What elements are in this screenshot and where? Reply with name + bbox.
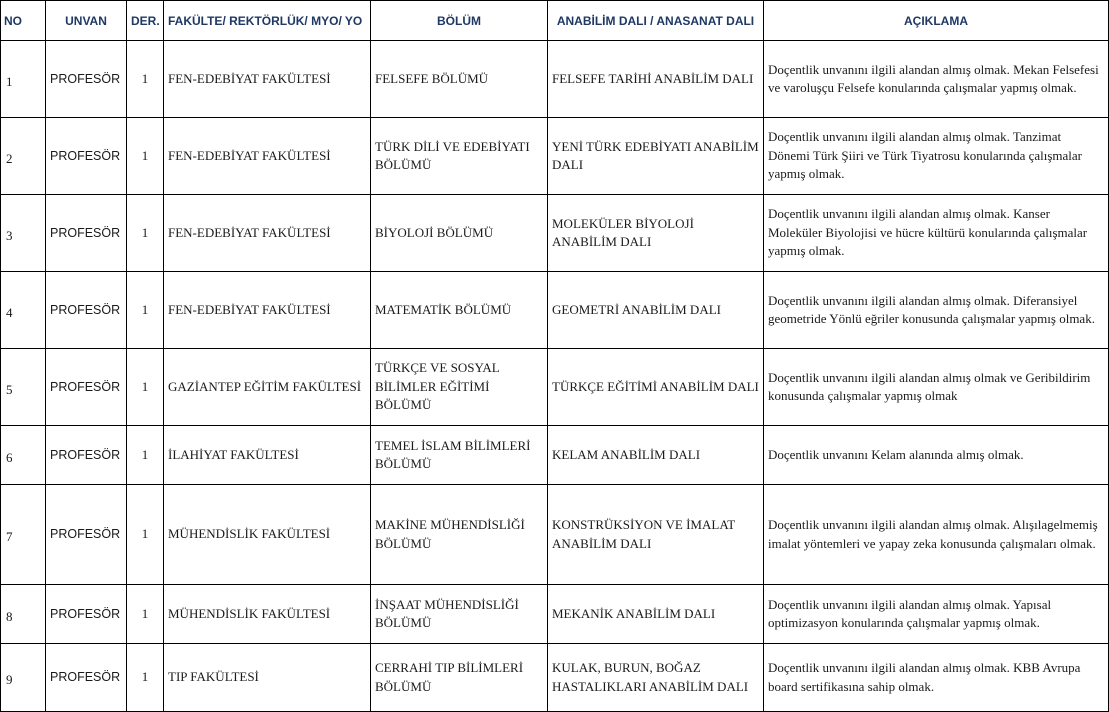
table-row: [1, 426, 1109, 485]
cell-anabilim: KONSTRÜKSİYON VE İMALAT ANABİLİM DALI: [548, 485, 764, 585]
header-anabilim: ANABİLİM DALI / ANASANAT DALI: [548, 1, 764, 41]
cell-anabilim: MOLEKÜLER BİYOLOJİ ANABİLİM DALI: [548, 195, 764, 272]
cell-anabilim: FELSEFE TARİHİ ANABİLİM DALI: [548, 41, 764, 118]
cell-anabilim: YENİ TÜRK EDEBİYATI ANABİLİM DALI: [548, 118, 764, 195]
cell-bolum: FELSEFE BÖLÜMÜ: [371, 41, 548, 118]
cell-anabilim: KULAK, BURUN, BOĞAZ HASTALIKLARI ANABİLİM DALI: [548, 644, 764, 712]
cell-no: 5: [1, 349, 46, 426]
header-row: [1, 1, 1109, 41]
cell-der: 1: [127, 426, 164, 485]
cell-unvan: PROFESÖR: [46, 426, 127, 485]
table-row: [1, 485, 1109, 585]
cell-unvan: PROFESÖR: [46, 644, 127, 712]
cell-bolum: İNŞAAT MÜHENDİSLİĞİ BÖLÜMÜ: [371, 585, 548, 644]
cell-aciklama: Doçentlik unvanını Kelam alanında almış olmak.: [764, 426, 1109, 485]
cell-unvan: PROFESÖR: [46, 349, 127, 426]
cell-anabilim: KELAM ANABİLİM DALI: [548, 426, 764, 485]
cell-fakulte: MÜHENDİSLİK FAKÜLTESİ: [164, 585, 371, 644]
cell-no: 2: [1, 118, 46, 195]
cell-unvan: PROFESÖR: [46, 272, 127, 349]
cell-der: 1: [127, 272, 164, 349]
cell-der: 1: [127, 195, 164, 272]
table-row: [1, 585, 1109, 644]
cell-no: 6: [1, 426, 46, 485]
table-row: [1, 41, 1109, 118]
table-row: [1, 195, 1109, 272]
table-row: [1, 644, 1109, 712]
cell-bolum: BİYOLOJİ BÖLÜMÜ: [371, 195, 548, 272]
cell-no: 1: [1, 41, 46, 118]
cell-unvan: PROFESÖR: [46, 195, 127, 272]
cell-anabilim: GEOMETRİ ANABİLİM DALI: [548, 272, 764, 349]
cell-bolum: TÜRKÇE VE SOSYAL BİLİMLER EĞİTİMİ BÖLÜMÜ: [371, 349, 548, 426]
cell-no: 3: [1, 195, 46, 272]
cell-fakulte: GAZİANTEP EĞİTİM FAKÜLTESİ: [164, 349, 371, 426]
cell-der: 1: [127, 585, 164, 644]
cell-aciklama: Doçentlik unvanını ilgili alandan almış olmak. Mekan Felsefesi ve varoluşçu Felsefe konularında çalışmalar yapmış olmak.: [764, 41, 1109, 118]
header-aciklama: AÇIKLAMA: [764, 1, 1109, 41]
cell-bolum: TEMEL İSLAM BİLİMLERİ BÖLÜMÜ: [371, 426, 548, 485]
cell-unvan: PROFESÖR: [46, 118, 127, 195]
cell-unvan: PROFESÖR: [46, 585, 127, 644]
cell-fakulte: FEN-EDEBİYAT FAKÜLTESİ: [164, 41, 371, 118]
cell-bolum: TÜRK DİLİ VE EDEBİYATI BÖLÜMÜ: [371, 118, 548, 195]
cell-aciklama: Doçentlik unvanını ilgili alandan almış olmak ve Geribildirim konusunda çalışmalar yapmış olmak: [764, 349, 1109, 426]
table-row: [1, 118, 1109, 195]
table-row: [1, 272, 1109, 349]
cell-fakulte: İLAHİYAT FAKÜLTESİ: [164, 426, 371, 485]
cell-aciklama: Doçentlik unvanını ilgili alandan almış olmak. Alışılagelmemiş imalat yöntemleri ve yapay zeka konusunda çalışmaları olmak.: [764, 485, 1109, 585]
cell-aciklama: Doçentlik unvanını ilgili alandan almış olmak. KBB Avrupa board sertifikasına sahip olmak.: [764, 644, 1109, 712]
cell-no: 4: [1, 272, 46, 349]
cell-der: 1: [127, 485, 164, 585]
cell-anabilim: MEKANİK ANABİLİM DALI: [548, 585, 764, 644]
cell-no: 8: [1, 585, 46, 644]
header-der: DER.: [127, 1, 164, 41]
cell-fakulte: TIP FAKÜLTESİ: [164, 644, 371, 712]
cell-aciklama: Doçentlik unvanını ilgili alandan almış olmak. Tanzimat Dönemi Türk Şiiri ve Türk Tiyatrosu konularında çalışmalar yapmış olmak.: [764, 118, 1109, 195]
table-row: [1, 349, 1109, 426]
cell-aciklama: Doçentlik unvanını ilgili alandan almış olmak. Diferansiyel geometride Yönlü eğriler konusunda çalışmalar yapmış olmak.: [764, 272, 1109, 349]
cell-der: 1: [127, 118, 164, 195]
cell-no: 7: [1, 485, 46, 585]
header-no: NO: [1, 1, 46, 41]
cell-no: 9: [1, 644, 46, 712]
cell-anabilim: TÜRKÇE EĞİTİMİ ANABİLİM DALI: [548, 349, 764, 426]
cell-fakulte: FEN-EDEBİYAT FAKÜLTESİ: [164, 118, 371, 195]
cell-unvan: PROFESÖR: [46, 485, 127, 585]
cell-der: 1: [127, 349, 164, 426]
cell-fakulte: MÜHENDİSLİK FAKÜLTESİ: [164, 485, 371, 585]
cell-fakulte: FEN-EDEBİYAT FAKÜLTESİ: [164, 272, 371, 349]
cell-bolum: CERRAHİ TIP BİLİMLERİ BÖLÜMÜ: [371, 644, 548, 712]
cell-aciklama: Doçentlik unvanını ilgili alandan almış olmak. Kanser Moleküler Biyolojisi ve hücre kültürü konularında çalışmalar yapmış olmak.: [764, 195, 1109, 272]
header-unvan: UNVAN: [46, 1, 127, 41]
cell-der: 1: [127, 644, 164, 712]
cell-der: 1: [127, 41, 164, 118]
header-bolum: BÖLÜM: [371, 1, 548, 41]
cell-unvan: PROFESÖR: [46, 41, 127, 118]
cell-bolum: MAKİNE MÜHENDİSLİĞİ BÖLÜMÜ: [371, 485, 548, 585]
cell-fakulte: FEN-EDEBİYAT FAKÜLTESİ: [164, 195, 371, 272]
cell-aciklama: Doçentlik unvanını ilgili alandan almış olmak. Yapısal optimizasyon konularında çalışmalar yapmış olmak.: [764, 585, 1109, 644]
header-fakulte: FAKÜLTE/ REKTÖRLÜK/ MYO/ YO: [164, 1, 371, 41]
cell-bolum: MATEMATİK BÖLÜMÜ: [371, 272, 548, 349]
